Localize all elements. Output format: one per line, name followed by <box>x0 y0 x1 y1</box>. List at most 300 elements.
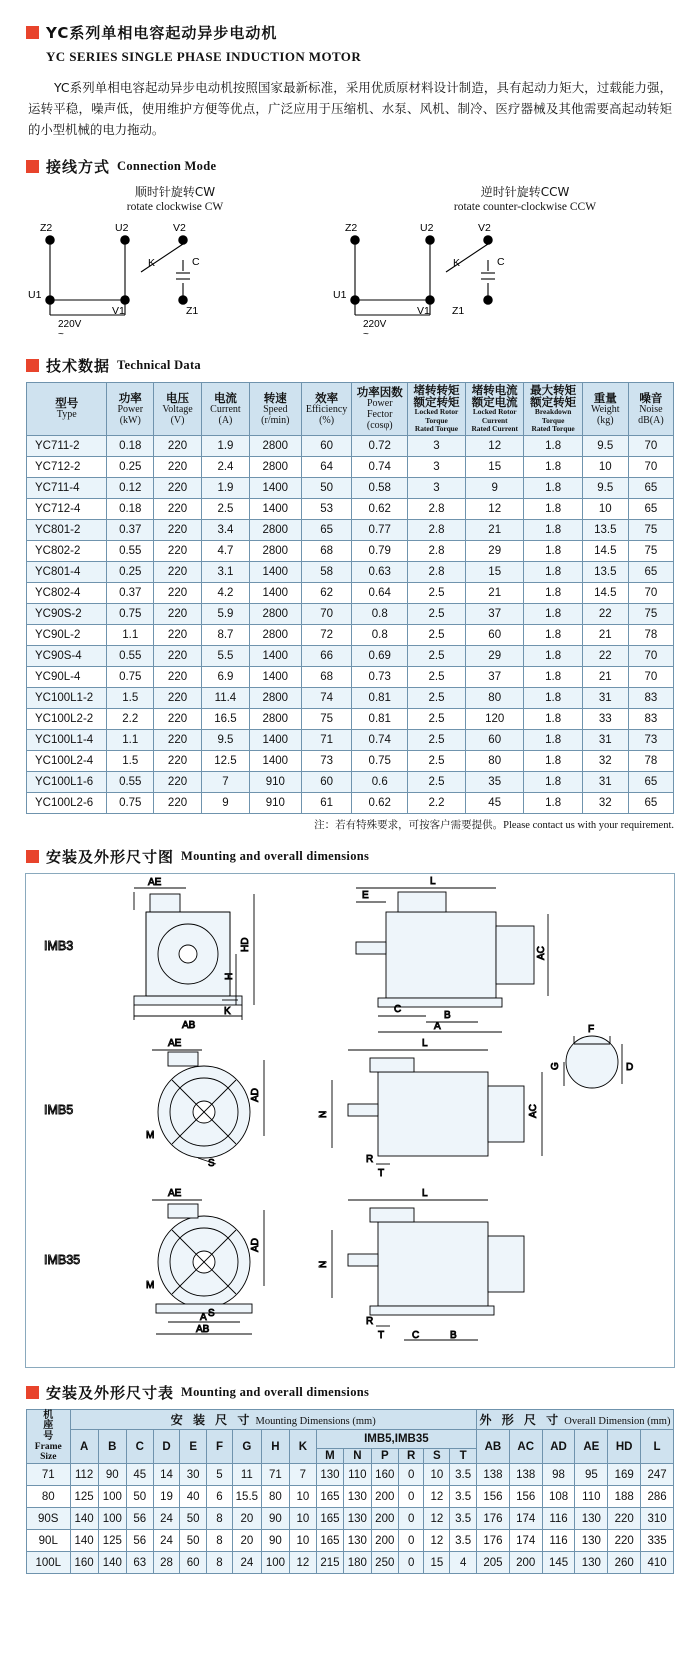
data-cell: 110 <box>344 1464 371 1486</box>
data-cell: 4.2 <box>201 582 249 603</box>
data-cell: 220 <box>154 729 202 750</box>
data-cell: 1.8 <box>524 771 582 792</box>
data-cell: 0.63 <box>352 561 408 582</box>
data-cell: 165 <box>316 1486 343 1508</box>
data-cell: 21 <box>582 666 628 687</box>
data-cell: 5.9 <box>201 603 249 624</box>
motor-type-cell: YC801-2 <box>27 519 107 540</box>
data-cell: 0.58 <box>352 477 408 498</box>
data-cell: 2800 <box>249 687 301 708</box>
col-AD: AD <box>542 1429 575 1464</box>
connection-cw-caption <box>0 183 350 213</box>
section-mounting-table-en: Mounting and overall dimensions <box>181 1384 370 1399</box>
dim-f: F <box>588 1023 595 1035</box>
col-M: M <box>316 1449 343 1464</box>
connection-ccw-cn: 逆时针旋转CCW <box>480 185 570 199</box>
data-cell: 15 <box>465 561 524 582</box>
data-cell: 0.8 <box>352 603 408 624</box>
data-cell: 56 <box>126 1530 153 1552</box>
data-cell: 60 <box>301 435 352 456</box>
data-cell: 65 <box>628 498 673 519</box>
col-F: F <box>207 1429 233 1464</box>
data-cell: 7 <box>290 1464 317 1486</box>
data-cell: 9 <box>465 477 524 498</box>
data-cell: 0.74 <box>352 729 408 750</box>
data-cell: 20 <box>232 1530 261 1552</box>
data-cell: 28 <box>153 1552 180 1574</box>
technical-note <box>26 817 674 832</box>
data-cell: 32 <box>582 750 628 771</box>
data-cell: 3.5 <box>450 1530 477 1552</box>
frame-size-cell: 80 <box>27 1486 71 1508</box>
data-cell: 220 <box>154 792 202 813</box>
frame-size-cell: 90S <box>27 1508 71 1530</box>
data-cell: 10 <box>582 456 628 477</box>
data-cell: 1.8 <box>524 603 582 624</box>
data-cell: 3.5 <box>450 1464 477 1486</box>
dim-k: K <box>224 1005 231 1017</box>
data-cell: 1.8 <box>524 666 582 687</box>
table-row <box>27 729 674 750</box>
section-marker-icon <box>26 26 39 39</box>
data-cell: 29 <box>465 645 524 666</box>
data-cell: 286 <box>641 1486 674 1508</box>
data-cell: 83 <box>628 687 673 708</box>
data-cell: 0.12 <box>107 477 154 498</box>
data-cell: 169 <box>608 1464 641 1486</box>
data-cell: 3 <box>408 477 466 498</box>
data-cell: 0.75 <box>107 792 154 813</box>
col-H: H <box>261 1429 289 1464</box>
data-cell: 71 <box>301 729 352 750</box>
data-cell: 1.8 <box>524 477 582 498</box>
data-cell: 14.5 <box>582 582 628 603</box>
data-cell: 70 <box>628 666 673 687</box>
ac-symbol-cw: ~ <box>58 329 64 340</box>
table-row <box>27 540 674 561</box>
table-header-row <box>27 383 674 436</box>
data-cell: 160 <box>371 1464 398 1486</box>
data-cell: 14.5 <box>582 540 628 561</box>
dim-l-b35: L <box>422 1187 428 1199</box>
data-cell: 72 <box>301 624 352 645</box>
dim-header-row-1 <box>27 1409 674 1429</box>
data-cell: 9.5 <box>201 729 249 750</box>
data-cell: 70 <box>628 456 673 477</box>
col-P: P <box>371 1449 398 1464</box>
data-cell: 2.2 <box>107 708 154 729</box>
data-cell: 14 <box>153 1464 180 1486</box>
dim-ae-b5: AE <box>168 1037 182 1049</box>
data-cell: 220 <box>154 498 202 519</box>
data-cell: 9.5 <box>582 477 628 498</box>
data-cell: 1.8 <box>524 645 582 666</box>
tech-header-9: 最大转矩 额定转矩 Breakdown Torque Rated Torque <box>524 383 582 436</box>
data-cell: 65 <box>628 477 673 498</box>
data-cell: 64 <box>301 456 352 477</box>
tech-header-6: 功率因数 Power Fector (cosφ) <box>352 383 408 436</box>
col-HD: HD <box>608 1429 641 1464</box>
data-cell: 0 <box>398 1464 423 1486</box>
section-mounting-table <box>26 1382 700 1403</box>
data-cell: 60 <box>465 729 524 750</box>
table-row <box>27 519 674 540</box>
page-title <box>26 0 700 43</box>
data-cell: 1.8 <box>524 498 582 519</box>
data-cell: 205 <box>477 1552 510 1574</box>
data-cell: 0 <box>398 1530 423 1552</box>
data-cell: 220 <box>154 666 202 687</box>
dim-m-b35: M <box>146 1279 155 1291</box>
dim-ad-b5: AD <box>250 1087 261 1102</box>
dim-s-b35: S <box>208 1307 215 1319</box>
data-cell: 176 <box>477 1508 510 1530</box>
data-cell: 0.69 <box>352 645 408 666</box>
data-cell: 45 <box>465 792 524 813</box>
dimension-drawing-svg <box>26 874 672 1362</box>
motor-type-cell: YC90S-2 <box>27 603 107 624</box>
section-marker-icon <box>26 1386 39 1399</box>
data-cell: 2800 <box>249 435 301 456</box>
data-cell: 4.7 <box>201 540 249 561</box>
data-cell: 1.8 <box>524 687 582 708</box>
data-cell: 24 <box>153 1530 180 1552</box>
motor-type-cell: YC100L2-6 <box>27 792 107 813</box>
data-cell: 9 <box>201 792 249 813</box>
col-E: E <box>180 1429 207 1464</box>
data-cell: 140 <box>70 1508 98 1530</box>
dim-c: C <box>394 1003 402 1015</box>
drawing-label-imb3: IMB3 <box>44 938 74 953</box>
data-cell: 68 <box>301 540 352 561</box>
table-row <box>27 624 674 645</box>
data-cell: 80 <box>261 1486 289 1508</box>
data-cell: 78 <box>628 624 673 645</box>
motor-type-cell: YC100L1-2 <box>27 687 107 708</box>
dim-a-b35: A <box>200 1311 207 1323</box>
data-cell: 12 <box>465 498 524 519</box>
table-row <box>27 1464 674 1486</box>
data-cell: 15.5 <box>232 1486 261 1508</box>
tech-header-5: 效率 Efficiency (%) <box>301 383 352 436</box>
section-technical-data <box>26 355 700 376</box>
data-cell: 0 <box>398 1486 423 1508</box>
data-cell: 0.55 <box>107 540 154 561</box>
data-cell: 10 <box>424 1464 450 1486</box>
data-cell: 2800 <box>249 519 301 540</box>
data-cell: 60 <box>180 1552 207 1574</box>
data-cell: 70 <box>301 603 352 624</box>
data-cell: 1400 <box>249 645 301 666</box>
table-row <box>27 1486 674 1508</box>
data-cell: 11.4 <box>201 687 249 708</box>
data-cell: 0.55 <box>107 645 154 666</box>
data-cell: 15 <box>424 1552 450 1574</box>
data-cell: 176 <box>477 1530 510 1552</box>
group-overall-header: 外 形 尺 寸 Overall Dimension (mm) <box>477 1409 674 1429</box>
data-cell: 220 <box>154 750 202 771</box>
data-cell: 73 <box>628 729 673 750</box>
table-row <box>27 498 674 519</box>
data-cell: 31 <box>582 729 628 750</box>
data-cell: 0 <box>398 1508 423 1530</box>
table-row <box>27 1508 674 1530</box>
dim-r-b5: R <box>366 1153 374 1165</box>
tech-header-7: 堵转转矩 额定转矩 Locked Rotor Torque Rated Torque <box>408 383 466 436</box>
col-R: R <box>398 1449 423 1464</box>
dim-ae-b35: AE <box>168 1187 182 1199</box>
data-cell: 130 <box>344 1508 371 1530</box>
data-cell: 174 <box>509 1508 542 1530</box>
motor-type-cell: YC711-2 <box>27 435 107 456</box>
section-mounting-drawing <box>26 846 700 867</box>
data-cell: 130 <box>344 1486 371 1508</box>
data-cell: 63 <box>126 1552 153 1574</box>
dim-ab: AB <box>182 1019 196 1031</box>
data-cell: 160 <box>70 1552 98 1574</box>
motor-type-cell: YC712-4 <box>27 498 107 519</box>
data-cell: 220 <box>154 645 202 666</box>
terminal-v2-ccw: V2 <box>478 222 491 234</box>
supply-voltage-cw: 220V <box>58 319 82 330</box>
col-G: G <box>232 1429 261 1464</box>
motor-type-cell: YC90L-4 <box>27 666 107 687</box>
data-cell: 0.37 <box>107 519 154 540</box>
data-cell: 220 <box>154 477 202 498</box>
data-cell: 0.81 <box>352 708 408 729</box>
data-cell: 1.9 <box>201 435 249 456</box>
data-cell: 10 <box>290 1530 317 1552</box>
data-cell: 2.5 <box>408 603 466 624</box>
data-cell: 40 <box>180 1486 207 1508</box>
data-cell: 112 <box>70 1464 98 1486</box>
data-cell: 2.8 <box>408 540 466 561</box>
section-mounting-table-cn: 安装及外形尺寸表 <box>46 1383 175 1402</box>
data-cell: 98 <box>542 1464 575 1486</box>
section-mounting-drawing-en: Mounting and overall dimensions <box>181 848 370 863</box>
dim-ae: AE <box>148 876 162 888</box>
terminal-u1-cw: U1 <box>28 289 42 301</box>
data-cell: 37 <box>465 666 524 687</box>
data-cell: 108 <box>542 1486 575 1508</box>
table-row <box>27 645 674 666</box>
data-cell: 310 <box>641 1508 674 1530</box>
switch-k-ccw: K <box>453 257 461 269</box>
intro-paragraph: YC系列单相电容起动异步电动机按照国家最新标准，采用优质原材料设计制造，具有起动力矩大，过载能力强，运转平稳，噪声低，使用维护方便等优点，广泛应用于压缩机、水泵、风机、制冷、医疗器械及其他需要高起动转矩的小型机械的电力拖动。 <box>28 80 672 137</box>
dim-b: B <box>444 1009 451 1021</box>
capacitor-c-ccw: C <box>497 256 505 268</box>
data-cell: 73 <box>301 750 352 771</box>
terminal-v2-cw: V2 <box>173 222 186 234</box>
data-cell: 250 <box>371 1552 398 1574</box>
data-cell: 200 <box>371 1530 398 1552</box>
data-cell: 2.5 <box>408 750 466 771</box>
data-cell: 125 <box>98 1530 126 1552</box>
data-cell: 165 <box>316 1530 343 1552</box>
data-cell: 53 <box>301 498 352 519</box>
dim-h: H <box>224 972 235 980</box>
data-cell: 1.8 <box>524 729 582 750</box>
data-cell: 2.5 <box>408 708 466 729</box>
data-cell: 80 <box>465 687 524 708</box>
data-cell: 2.5 <box>408 645 466 666</box>
data-cell: 70 <box>628 582 673 603</box>
motor-type-cell: YC90S-4 <box>27 645 107 666</box>
section-connection-en: Connection Mode <box>117 159 217 173</box>
frame-size-header: 机 座 号 Frame Size <box>27 1409 71 1464</box>
section-technical-en: Technical Data <box>117 358 201 372</box>
data-cell: 0.55 <box>107 771 154 792</box>
data-cell: 60 <box>301 771 352 792</box>
motor-type-cell: YC100L2-2 <box>27 708 107 729</box>
data-cell: 2.4 <box>201 456 249 477</box>
section-marker-icon <box>26 850 39 863</box>
data-cell: 15 <box>465 456 524 477</box>
data-cell: 33 <box>582 708 628 729</box>
data-cell: 3 <box>408 456 466 477</box>
col-A: A <box>70 1429 98 1464</box>
data-cell: 1400 <box>249 498 301 519</box>
frame-size-cell: 90L <box>27 1530 71 1552</box>
data-cell: 1.8 <box>524 624 582 645</box>
data-cell: 1400 <box>249 666 301 687</box>
data-cell: 21 <box>582 624 628 645</box>
data-cell: 0.74 <box>352 456 408 477</box>
data-cell: 60 <box>465 624 524 645</box>
data-cell: 29 <box>465 540 524 561</box>
data-cell: 30 <box>180 1464 207 1486</box>
data-cell: 0.81 <box>352 687 408 708</box>
data-cell: 247 <box>641 1464 674 1486</box>
data-cell: 2800 <box>249 603 301 624</box>
dim-t-b5: T <box>378 1167 385 1179</box>
data-cell: 50 <box>126 1486 153 1508</box>
terminal-v1-cw: V1 <box>112 305 125 317</box>
sub-group-imb5-imb35: IMB5,IMB35 <box>316 1429 476 1449</box>
data-cell: 35 <box>465 771 524 792</box>
switch-k-cw: K <box>148 257 156 269</box>
supply-voltage-ccw: 220V <box>363 319 387 330</box>
dim-b-b35: B <box>450 1329 457 1341</box>
data-cell: 21 <box>465 519 524 540</box>
data-cell: 10 <box>582 498 628 519</box>
connection-cw-cn: 顺时针旋转CW <box>134 185 216 199</box>
section-connection-mode <box>26 156 700 177</box>
dim-l-b5: L <box>422 1037 428 1049</box>
data-cell: 1.8 <box>524 561 582 582</box>
connection-ccw-caption <box>350 183 700 213</box>
data-cell: 83 <box>628 708 673 729</box>
col-N: N <box>344 1449 371 1464</box>
data-cell: 1.5 <box>107 750 154 771</box>
data-cell: 200 <box>371 1486 398 1508</box>
connection-cw-en: rotate clockwise CW <box>126 201 224 213</box>
data-cell: 910 <box>249 792 301 813</box>
data-cell: 9.5 <box>582 435 628 456</box>
data-cell: 90 <box>98 1464 126 1486</box>
data-cell: 12 <box>424 1508 450 1530</box>
data-cell: 12 <box>290 1552 317 1574</box>
terminal-u2-cw: U2 <box>115 222 129 234</box>
data-cell: 13.5 <box>582 519 628 540</box>
data-cell: 140 <box>70 1530 98 1552</box>
motor-type-cell: YC90L-2 <box>27 624 107 645</box>
dim-m-b5: M <box>146 1129 155 1141</box>
data-cell: 116 <box>542 1530 575 1552</box>
dim-e: E <box>362 889 369 901</box>
motor-type-cell: YC100L1-6 <box>27 771 107 792</box>
data-cell: 12 <box>424 1530 450 1552</box>
data-cell: 13.5 <box>582 561 628 582</box>
motor-type-cell: YC711-4 <box>27 477 107 498</box>
data-cell: 75 <box>628 519 673 540</box>
terminal-z2-ccw: Z2 <box>345 222 358 234</box>
data-cell: 0.8 <box>352 624 408 645</box>
data-cell: 0.77 <box>352 519 408 540</box>
data-cell: 58 <box>301 561 352 582</box>
data-cell: 2.8 <box>408 519 466 540</box>
data-cell: 65 <box>628 792 673 813</box>
data-cell: 45 <box>126 1464 153 1486</box>
data-cell: 0.6 <box>352 771 408 792</box>
table-row <box>27 750 674 771</box>
data-cell: 130 <box>575 1508 608 1530</box>
table-row <box>27 708 674 729</box>
table-row <box>27 435 674 456</box>
dim-n-b5: N <box>318 1110 329 1118</box>
data-cell: 0.25 <box>107 561 154 582</box>
data-cell: 2.8 <box>408 561 466 582</box>
data-cell: 0.62 <box>352 792 408 813</box>
data-cell: 4 <box>450 1552 477 1574</box>
table-row <box>27 582 674 603</box>
data-cell: 220 <box>154 603 202 624</box>
dim-ac: AC <box>536 945 547 960</box>
data-cell: 75 <box>628 540 673 561</box>
section-technical-cn: 技术数据 <box>46 357 111 375</box>
data-cell: 200 <box>509 1552 542 1574</box>
data-cell: 8 <box>207 1530 233 1552</box>
table-row <box>27 666 674 687</box>
data-cell: 2.5 <box>408 624 466 645</box>
table-row <box>27 477 674 498</box>
tech-header-2: 电压 Voltage (V) <box>154 383 202 436</box>
data-cell: 56 <box>126 1508 153 1530</box>
data-cell: 1.8 <box>524 435 582 456</box>
dim-s-b5: S <box>208 1157 215 1169</box>
note-en: Please contact us with your requirement. <box>503 819 674 831</box>
data-cell: 70 <box>628 645 673 666</box>
terminal-z2-cw: Z2 <box>40 222 53 234</box>
data-cell: 70 <box>628 435 673 456</box>
data-cell: 24 <box>232 1552 261 1574</box>
data-cell: 2800 <box>249 708 301 729</box>
data-cell: 10 <box>290 1486 317 1508</box>
data-cell: 220 <box>154 708 202 729</box>
data-cell: 3.1 <box>201 561 249 582</box>
frame-size-cell: 100L <box>27 1552 71 1574</box>
data-cell: 74 <box>301 687 352 708</box>
data-cell: 1400 <box>249 582 301 603</box>
data-cell: 130 <box>575 1530 608 1552</box>
section-marker-icon <box>26 359 39 372</box>
section-marker-icon <box>26 160 39 173</box>
dim-ad-b35: AD <box>250 1237 261 1252</box>
data-cell: 3.5 <box>450 1486 477 1508</box>
data-cell: 11 <box>232 1464 261 1486</box>
data-cell: 220 <box>154 456 202 477</box>
data-cell: 0.18 <box>107 498 154 519</box>
